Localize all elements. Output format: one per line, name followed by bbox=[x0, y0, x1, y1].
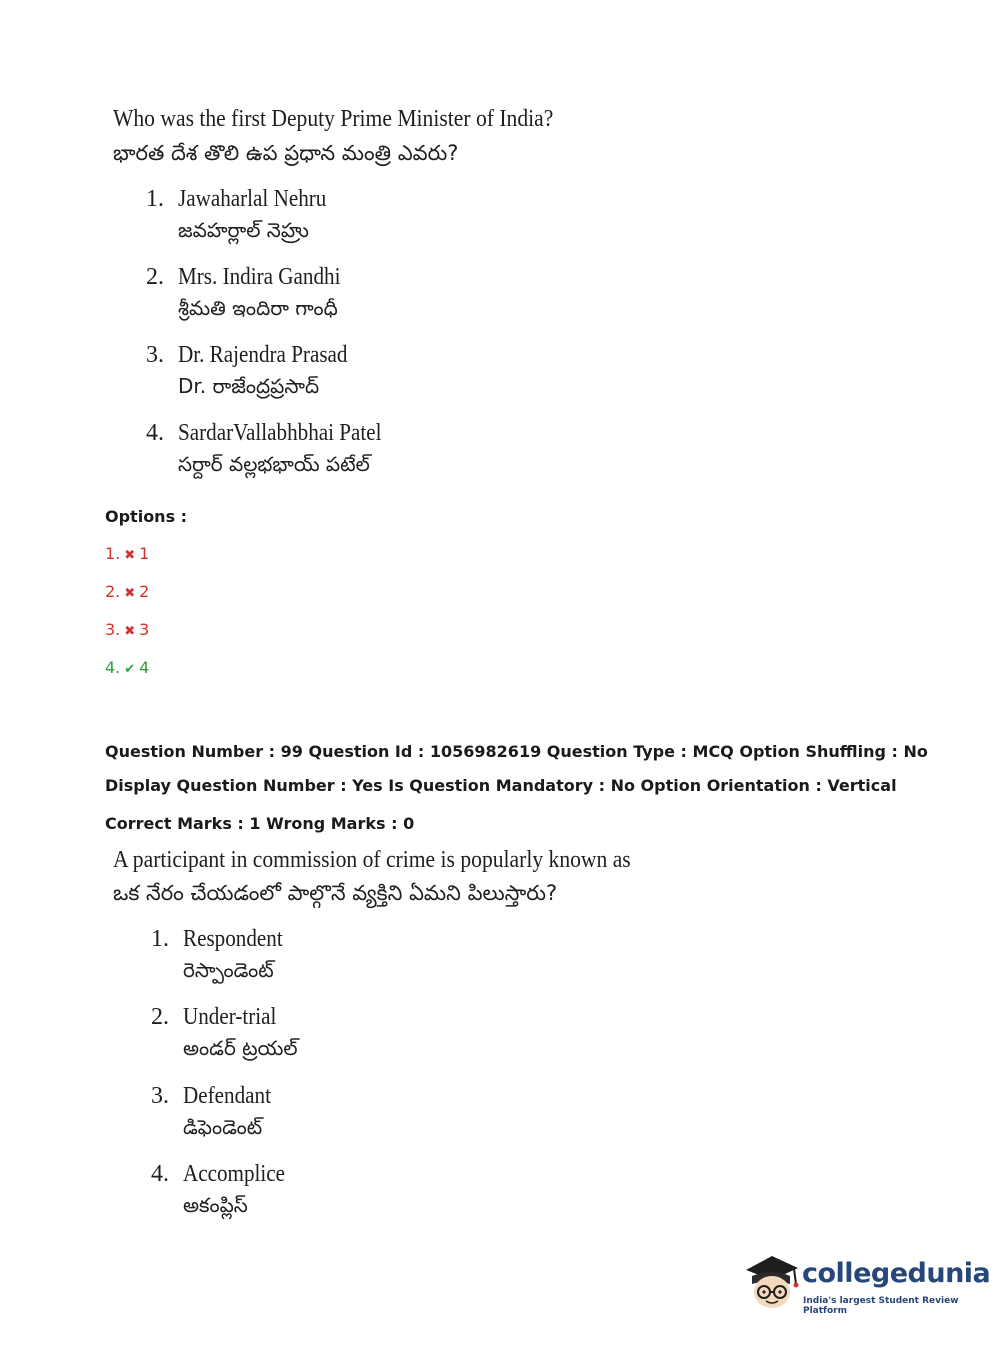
option-text-telugu: రెస్పాండెంట్ bbox=[183, 958, 274, 982]
option-text: Mrs. Indira Gandhi bbox=[178, 264, 341, 290]
option-number: 3. bbox=[151, 1083, 169, 1109]
option-number: 3. bbox=[146, 342, 164, 368]
answer-option-2 bbox=[105, 582, 149, 601]
option-number: 2. bbox=[146, 264, 164, 290]
option-number: 1. bbox=[146, 186, 164, 212]
option-text: Defendant bbox=[183, 1083, 271, 1109]
answer-number: 4. bbox=[105, 658, 121, 677]
option-text: Under-trial bbox=[183, 1004, 277, 1030]
option-text-telugu: అండర్ ట్రయల్ bbox=[183, 1036, 298, 1060]
option-text-telugu: శ్రీమతి ఇందిరా గాంధీ bbox=[178, 296, 338, 320]
answer-value: 1 bbox=[139, 544, 150, 563]
graduate-mascot-icon bbox=[742, 1248, 802, 1320]
cross-icon: ✖ bbox=[124, 586, 136, 601]
option-text-telugu: అకంప్లిస్ bbox=[183, 1193, 248, 1217]
question-1-option-3 bbox=[146, 339, 371, 401]
options-label: Options : bbox=[105, 507, 188, 526]
question-1-text-telugu: భారత దేశ తొలి ఉప ప్రధాన మంత్రి ఎవరు? bbox=[113, 141, 459, 165]
option-text: Accomplice bbox=[183, 1161, 286, 1187]
answer-value: 2 bbox=[139, 582, 150, 601]
cross-icon: ✖ bbox=[124, 624, 136, 639]
question-2-text-telugu: ఒక నేరం చేయడంలో పాల్గొనే వ్యక్తిని ఏమని పిలుస్తారు? bbox=[113, 881, 558, 905]
option-number: 2. bbox=[151, 1004, 169, 1030]
question-2-text: A participant in commission of crime is popularly known as bbox=[113, 847, 631, 873]
answer-option-3 bbox=[105, 620, 149, 639]
option-text-telugu: జవహర్లాల్ నెహ్రు bbox=[178, 218, 309, 242]
answer-number: 1. bbox=[105, 544, 121, 563]
option-text-telugu: డిఫెండెంట్ bbox=[183, 1115, 263, 1139]
option-text-telugu: Dr. రాజేంద్రప్రసాద్ bbox=[178, 374, 320, 398]
question-1-text: Who was the first Deputy Prime Minister of India? bbox=[113, 106, 554, 132]
question-2-option-1 bbox=[151, 923, 296, 985]
answer-number: 3. bbox=[105, 620, 121, 639]
check-icon: ✔ bbox=[124, 662, 136, 677]
question-2-option-4 bbox=[151, 1158, 299, 1220]
answer-value: 4 bbox=[139, 658, 150, 677]
question-2-meta-line-3: Correct Marks : 1 Wrong Marks : 0 bbox=[105, 814, 415, 833]
answer-option-1 bbox=[105, 544, 149, 563]
question-1-option-4 bbox=[146, 417, 409, 479]
collegedunia-logo[interactable] bbox=[742, 1248, 991, 1320]
question-1-option-2 bbox=[146, 261, 363, 323]
question-2-meta-line-2: Display Question Number : Yes Is Question Mandatory : No Option Orientation : Vertical bbox=[105, 776, 897, 795]
option-number: 4. bbox=[146, 420, 164, 446]
question-1-option-1 bbox=[146, 183, 347, 245]
answer-number: 2. bbox=[105, 582, 121, 601]
answer-value: 3 bbox=[139, 620, 150, 639]
question-2-option-2 bbox=[151, 1001, 298, 1063]
option-text: Dr. Rajendra Prasad bbox=[178, 342, 348, 368]
option-text: SardarVallabhbhai Patel bbox=[178, 420, 382, 446]
answer-option-4 bbox=[105, 658, 149, 677]
option-text: Respondent bbox=[183, 926, 283, 952]
option-number: 4. bbox=[151, 1161, 169, 1187]
option-number: 1. bbox=[151, 926, 169, 952]
cross-icon: ✖ bbox=[124, 548, 136, 563]
brand-tagline: India's largest Student Review Platform bbox=[803, 1296, 959, 1316]
question-2-meta-line-1: Question Number : 99 Question Id : 1056982619 Question Type : MCQ Option Shuffling : No bbox=[105, 742, 928, 761]
brand-name: collegedunia bbox=[802, 1258, 991, 1289]
option-text-telugu: సర్దార్ వల్లభభాయ్ పటేల్ bbox=[178, 452, 370, 476]
question-2-option-3 bbox=[151, 1080, 283, 1142]
option-text: Jawaharlal Nehru bbox=[178, 186, 327, 212]
